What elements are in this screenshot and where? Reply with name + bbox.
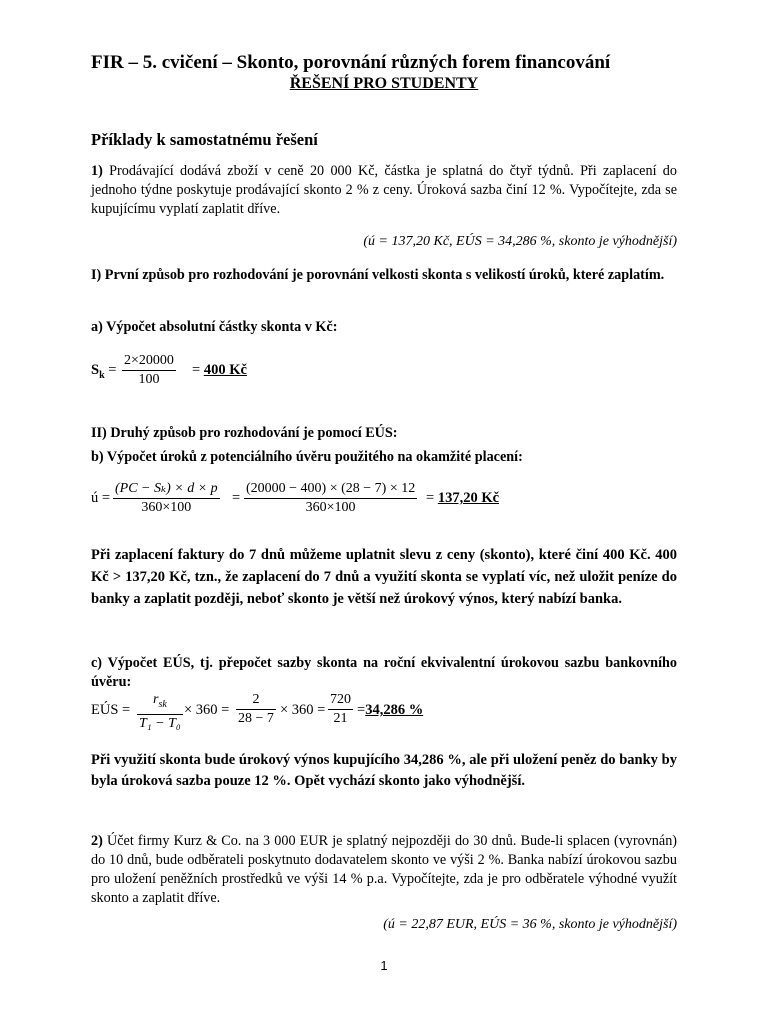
eus-denominator-general: T₁ − T₀ xyxy=(139,715,181,731)
document-subtitle: ŘEŠENÍ PRO STUDENTY xyxy=(289,75,479,92)
u-numerator-numeric: (20000 − 400) × (28 − 7) × 12 xyxy=(246,481,416,496)
method-1-heading: I) První způsob pro rozhodování je porovnání velkosti skonta s velikostí úroků, které zaplatím. xyxy=(91,267,665,283)
step-b-heading: b) Výpočet úroků z potenciálního úvěru použitého na okamžité placení: xyxy=(91,449,523,465)
eus-fraction-numeric xyxy=(236,691,276,728)
sk-lhs: $S_k$ = xyxy=(91,362,117,381)
exercise-2-text xyxy=(91,832,677,908)
step-a-heading: a) Výpočet absolutní částky skonta v Kč: xyxy=(91,319,338,335)
sk-fraction xyxy=(122,352,176,389)
eus-numerator-general: $r_{sk}$ xyxy=(152,692,167,710)
method-2-heading: II) Druhý způsob pro rozhodování je pomocí EÚS: xyxy=(91,425,398,441)
eus-fraction-general xyxy=(137,691,183,733)
conclusion-1-rest: 400 Kč > 137,20 Kč, tzn., že zaplacení do 7 dnů a využití skonta se vyplatí víc, než uložit peníze do banky a zaplatit později, neboť skonto je větší než úrokový výnos, který nabízí banka. xyxy=(91,547,677,607)
eus-denominator-simplified: 21 xyxy=(333,711,348,726)
u-numerator-general: (PC − Sₖ) × d × p xyxy=(115,481,218,496)
eus-result: =34,286 % xyxy=(357,702,424,718)
exercise-2-answer: (ú = 22,87 EUR, EÚS = 36 %, skonto je výhodnější) xyxy=(383,917,677,932)
eus-fraction-simplified xyxy=(328,691,353,728)
u-denominator-numeric: 360×100 xyxy=(305,500,356,515)
exercise-1-number: 1) xyxy=(91,163,103,179)
u-denominator-general: 360×100 xyxy=(141,500,192,515)
sk-result: = 400 Kč xyxy=(192,362,247,378)
conclusion-1-line-1: Při zaplacení faktury do 7 dnů můžeme uplatnit slevu z ceny (skonto), které činí 400 Kč. xyxy=(91,547,651,563)
sk-denominator: 100 xyxy=(138,372,160,387)
page-number: 1 xyxy=(380,958,388,973)
sk-numerator: 2×20000 xyxy=(124,353,174,368)
exercise-1-text xyxy=(91,162,677,219)
u-fraction-numeric xyxy=(244,480,417,517)
eus-mult-1: × 360 = xyxy=(184,702,230,718)
u-fraction-general xyxy=(113,480,220,517)
eus-lhs: EÚS = xyxy=(91,702,131,718)
step-c-heading: c) Výpočet EÚS, tj. přepočet sazby skonta na roční ekvivalentní úrokovou sazbu bankovního úvěru: xyxy=(91,655,677,690)
eus-numerator-numeric: 2 xyxy=(252,692,260,707)
u-lhs: ú = xyxy=(91,490,111,506)
section-heading: Příklady k samostatnému řešení xyxy=(91,130,318,149)
exercise-1-body: Prodávající dodává zboží v ceně 20 000 Kč, částka je splatná do čtyř týdnů. Při zaplacení do jednoho týdne poskytuje prodávající skonto 2 % z ceny. Úroková sazba činí 12 %. Vypočítejte, zda se kupujícímu vyplatí zaplatit dříve. xyxy=(91,163,677,217)
exercise-1-answer: (ú = 137,20 Kč, EÚS = 34,286 %, skonto je výhodnější) xyxy=(363,234,677,249)
u-equals: = xyxy=(232,490,241,506)
eus-denominator-numeric: 28 − 7 xyxy=(238,711,274,726)
u-result: = 137,20 Kč xyxy=(426,490,500,506)
exercise-2-body: Účet firmy Kurz & Co. na 3 000 EUR je splatný nejpozději do 30 dnů. Bude-li splacen (vyrovnán) do 10 dnů, bude odběrateli poskytnuto dodavatelem skonto ve výši 2 %. Banka nabízí úrokovou sazbu pro uložení peněžních prostředků ve výši 14 % p.a. Vypočítejte, zda je pro odběratele výhodné využít skonto a zaplatit dříve. xyxy=(91,833,678,906)
eus-mult-2: × 360 = xyxy=(280,702,326,718)
document-title: FIR – 5. cvičení – Skonto, porovnání různých forem financování xyxy=(91,52,611,73)
exercise-2-number: 2) xyxy=(91,833,103,849)
conclusion-1 xyxy=(91,544,677,610)
eus-numerator-simplified: 720 xyxy=(330,692,351,707)
conclusion-2: Při využití skonta bude úrokový výnos kupujícího 34,286 %, ale při uložení peněz do banky by byla úroková sazba pouze 12 %. Opět vychází skonto jako výhodnější. xyxy=(91,752,677,789)
